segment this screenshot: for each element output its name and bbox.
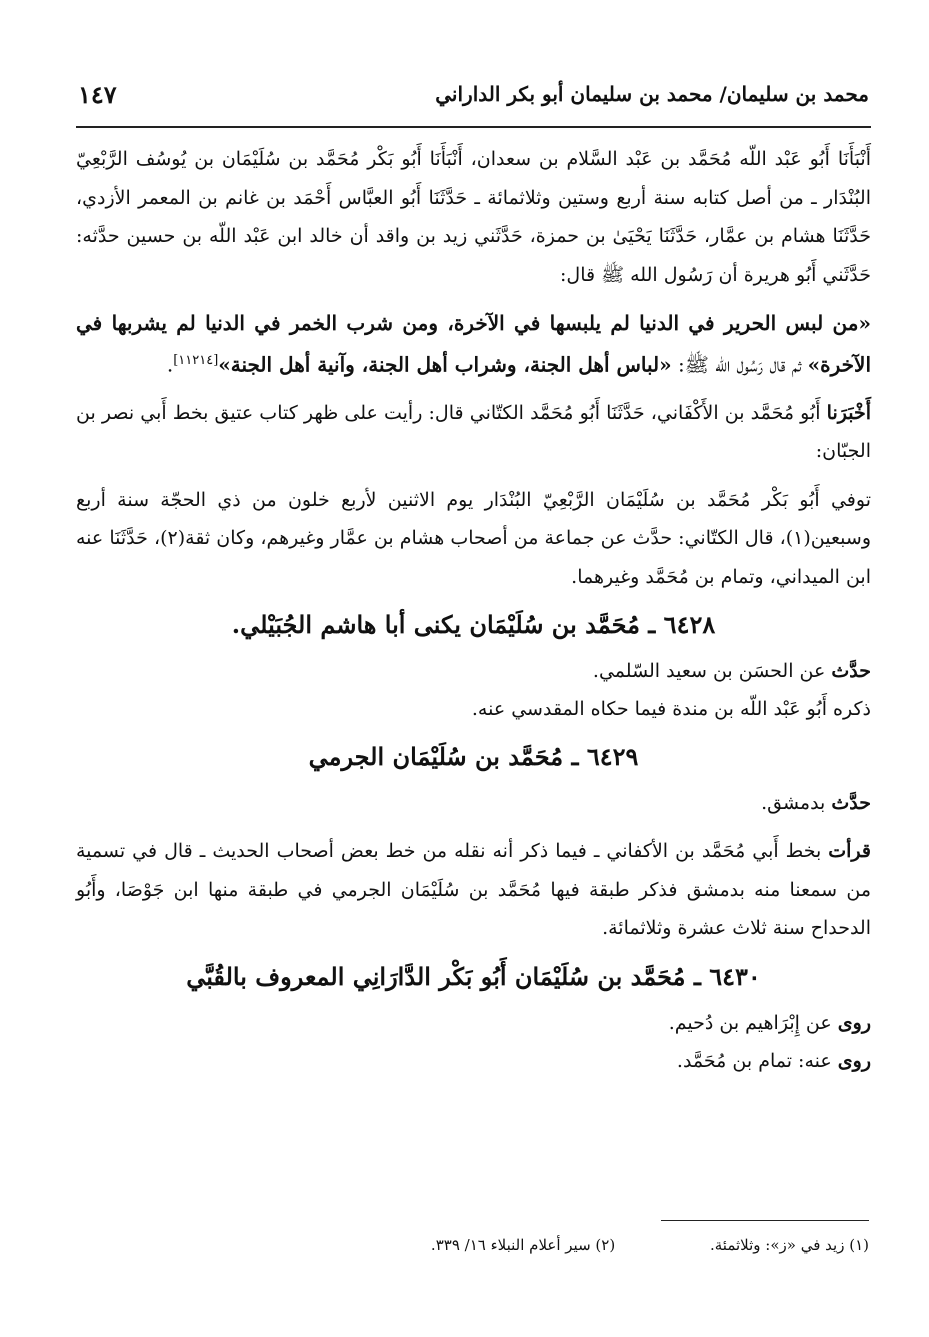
entry-keyword: روى xyxy=(837,1049,871,1072)
death-date-paragraph: توفي أَبُو بَكْر مُحَمَّد بن سُلَيْمَان الرَّبْعِيّ البُنْدَار يوم الاثنين لأربع خلون من ذي الحجّة سنة أربع وسبعين(١)، قال الكتّاني: حدَّث عن جماعة من أصحاب هشام بن عمَّار وغيرهم، وكان ثقة(٢)، حَدَّثَنَا عنه ابن الميداني، وتمام بن مُحَمَّد وغيرهما. xyxy=(76,488,871,588)
footnote-1: (١) زيد في «ز»: وثلاثمئة. xyxy=(709,1236,869,1254)
entry-line xyxy=(76,784,871,822)
entry-6428 xyxy=(76,602,871,728)
entry-title: ٦٤٢٨ ـ مُحَمَّد بن سُلَيْمَان يكنى أبا هاشم الجُبَيْلي. xyxy=(231,610,716,640)
akhbarana-paragraph xyxy=(76,394,871,471)
entry-6430 xyxy=(76,954,871,1080)
running-title: محمد بن سليمان/ محمد بن سليمان أبو بكر الداراني xyxy=(435,82,869,106)
entry-keyword: روى xyxy=(837,1011,871,1034)
entry-keyword: قرأت xyxy=(828,840,871,863)
entry-keyword: حدَّث xyxy=(831,792,871,815)
hadith-part-1: «من لبس الحرير في الدنيا لم يلبسها في الآخرة، ومن شرب الخمر في الدنيا لم يشربها في الآخرة» xyxy=(76,311,871,377)
running-header xyxy=(78,78,869,118)
footnote-2: (٢) سير أعلام النبلاء ١٦/ ٣٣٩. xyxy=(430,1236,616,1254)
footnotes xyxy=(340,1236,869,1254)
footnote-divider xyxy=(661,1220,869,1221)
hadith-text xyxy=(76,304,871,384)
entry-line xyxy=(76,652,871,690)
page-number: ١٤٧ xyxy=(78,80,117,109)
entry-text: عن إِبْرَاهيم بن دُحيم. xyxy=(668,1011,838,1034)
entry-text: ذكره أَبُو عَبْد اللّه بن مندة فيما حكاه المقدسي عنه. xyxy=(471,698,871,721)
entry-text: بخط أَبي مُحَمَّد بن الأكفاني ـ فيما ذكر أنه نقله من خط بعض أصحاب الحديث ـ قال في تسمية من سمعنا منه بدمشق فذكر طبقة فيها مُحَمَّد بن سُلَيْمَان الجرمي في طبقة منها ابن جَوْصَا، وأَبُو الدحداح سنة ثلاث عشرة وثلاثمائة. xyxy=(76,840,871,940)
entry-title: ٦٤٣٠ ـ مُحَمَّد بن سُلَيْمَان أَبُو بَكْر الدَّارَانِي المعروف بالقُبَّي xyxy=(186,961,761,991)
hadith-reference-number: [١١٢١٤] xyxy=(173,353,219,368)
entry-6429 xyxy=(76,734,871,948)
entry-text: عن الحسَن بن سعيد السّلمي. xyxy=(592,660,832,683)
entry-text: عنه: تمام بن مُحَمَّد. xyxy=(676,1049,838,1072)
entry-text: بدمشق. xyxy=(761,792,832,815)
entry-line xyxy=(76,1042,871,1080)
entry-keyword: حدَّث xyxy=(831,660,871,683)
header-divider xyxy=(76,126,871,128)
hadith-end: . xyxy=(166,352,174,377)
entry-title: ٦٤٢٩ ـ مُحَمَّد بن سُلَيْمَان الجرمي xyxy=(308,742,639,772)
hadith-connector: ثم قال رَسُول الله ﷺ: xyxy=(671,352,808,377)
entry-line xyxy=(76,690,871,728)
entry-paragraph xyxy=(76,832,871,948)
akhbarana-text: أَبُو مُحَمَّد بن الأَكْفَاني، حَدَّثَنَا أَبُو مُحَمَّد الكتّاني قال: رأيت على ظهر كتاب عتيق بخط أَبي نصر بن الجبّان: xyxy=(76,401,871,463)
hadith-part-2: «لباس أهل الجنة، وشراب أهل الجنة، وآنية أهل الجنة» xyxy=(218,352,672,377)
entry-line xyxy=(76,1004,871,1042)
akhbarana-keyword: أَخْبَرَنا xyxy=(826,401,871,424)
page-body xyxy=(76,140,871,1080)
isnad-paragraph: أَنْبَأَنَا أَبُو عَبْد اللّه مُحَمَّد بن عَبْد السَّلام بن سعدان، أَنْبَأَنَا أَبُو بَكْر مُحَمَّد بن سُلَيْمَان بن يُوسُف الرَّبْعِيّ البُنْدَار ـ من أصل كتابه سنة أربع وستين وثلاثمائة ـ حَدَّثَنَا أَبُو العبَّاس أَحْمَد بن غانم بن المعمر الأزدي، حَدَّثَنَا هشام بن عمَّار، حَدَّثَنَا يَحْيَىٰ بن حمزة، حَدَّثَني زيد بن واقد أن خالد ابن عَبْد اللّه بن حسين حدَّثه: حَدَّثَني أَبُو هريرة أن رَسُول الله ﷺ قال: xyxy=(76,148,871,286)
